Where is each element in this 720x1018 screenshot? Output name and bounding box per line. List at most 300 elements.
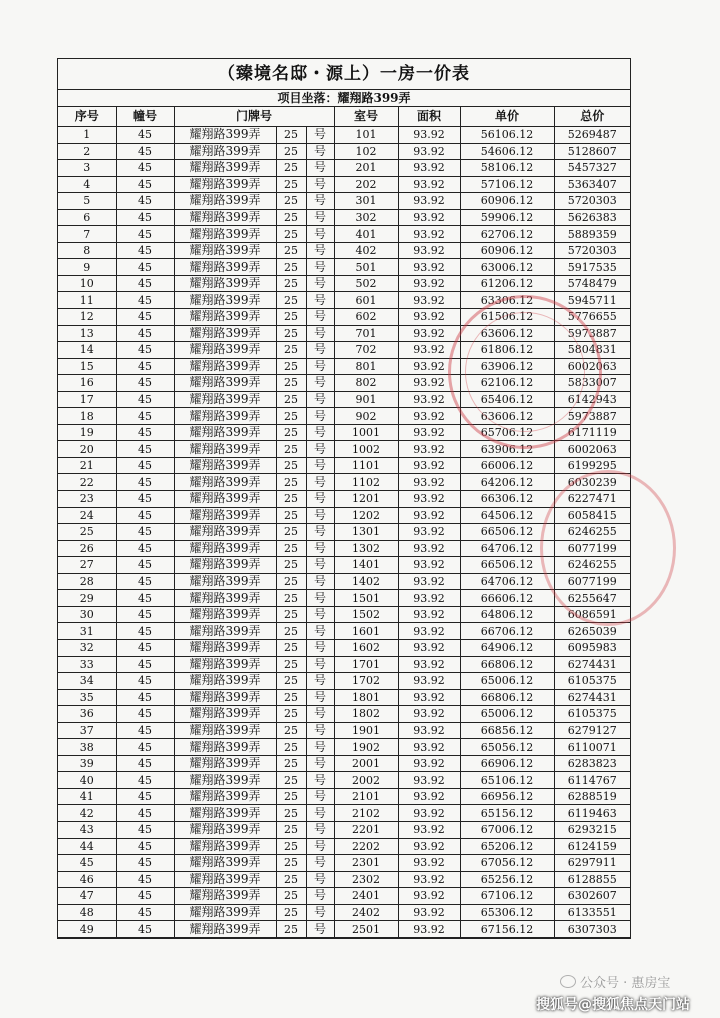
cell-door-road: 耀翔路399弄: [174, 855, 276, 872]
cell-door-suffix: 号: [306, 408, 334, 425]
cell-unit-price: 64706.12: [460, 540, 554, 557]
cell-door-suffix: 号: [306, 606, 334, 623]
cell-door-road: 耀翔路399弄: [174, 259, 276, 276]
table-row: [58, 424, 630, 441]
cell-room: 2002: [334, 772, 398, 789]
cell-door-suffix: 号: [306, 772, 334, 789]
cell-door-number: 25: [276, 772, 306, 789]
cell-seq: 26: [58, 540, 116, 557]
cell-total-price: 5945711: [554, 292, 630, 309]
cell-area: 93.92: [398, 424, 460, 441]
cell-seq: 24: [58, 507, 116, 524]
cell-door-road: 耀翔路399弄: [174, 325, 276, 342]
cell-door-number: 25: [276, 722, 306, 739]
cell-door-number: 25: [276, 606, 306, 623]
cell-unit-price: 58106.12: [460, 160, 554, 177]
wechat-icon: [560, 975, 576, 988]
cell-room: 1302: [334, 540, 398, 557]
cell-building: 45: [116, 391, 174, 408]
cell-room: 1602: [334, 639, 398, 656]
cell-unit-price: 63606.12: [460, 408, 554, 425]
cell-seq: 1: [58, 127, 116, 144]
cell-unit-price: 66806.12: [460, 656, 554, 673]
cell-room: 1402: [334, 573, 398, 590]
cell-unit-price: 66506.12: [460, 557, 554, 574]
cell-door-number: 25: [276, 855, 306, 872]
cell-door-number: 25: [276, 259, 306, 276]
cell-unit-price: 59906.12: [460, 209, 554, 226]
cell-door-road: 耀翔路399弄: [174, 904, 276, 921]
cell-area: 93.92: [398, 375, 460, 392]
table-row: [58, 441, 630, 458]
cell-door-suffix: 号: [306, 656, 334, 673]
cell-seq: 9: [58, 259, 116, 276]
table-row: [58, 457, 630, 474]
cell-unit-price: 54606.12: [460, 143, 554, 160]
cell-seq: 17: [58, 391, 116, 408]
cell-door-suffix: 号: [306, 623, 334, 640]
cell-total-price: 6114767: [554, 772, 630, 789]
cell-unit-price: 67006.12: [460, 821, 554, 838]
cell-building: 45: [116, 242, 174, 259]
cell-total-price: 6030239: [554, 474, 630, 491]
table-row: [58, 391, 630, 408]
wechat-watermark-text: 公众号 · 惠房宝: [580, 976, 671, 991]
cell-room: 701: [334, 325, 398, 342]
cell-total-price: 5720303: [554, 242, 630, 259]
cell-door-number: 25: [276, 921, 306, 938]
cell-seq: 23: [58, 491, 116, 508]
cell-door-number: 25: [276, 242, 306, 259]
cell-room: 1502: [334, 606, 398, 623]
cell-seq: 40: [58, 772, 116, 789]
cell-total-price: 6255647: [554, 590, 630, 607]
cell-total-price: 6119463: [554, 805, 630, 822]
cell-building: 45: [116, 143, 174, 160]
cell-door-number: 25: [276, 375, 306, 392]
cell-room: 301: [334, 193, 398, 210]
cell-building: 45: [116, 474, 174, 491]
cell-unit-price: 56106.12: [460, 127, 554, 144]
cell-seq: 6: [58, 209, 116, 226]
cell-door-road: 耀翔路399弄: [174, 590, 276, 607]
table-row: [58, 838, 630, 855]
cell-total-price: 6246255: [554, 524, 630, 541]
cell-door-number: 25: [276, 358, 306, 375]
cell-seq: 2: [58, 143, 116, 160]
cell-total-price: 6283823: [554, 755, 630, 772]
cell-total-price: 6095983: [554, 639, 630, 656]
cell-unit-price: 66806.12: [460, 689, 554, 706]
cell-seq: 19: [58, 424, 116, 441]
cell-seq: 44: [58, 838, 116, 855]
cell-unit-price: 57106.12: [460, 176, 554, 193]
cell-total-price: 5917535: [554, 259, 630, 276]
cell-seq: 34: [58, 673, 116, 690]
cell-door-suffix: 号: [306, 309, 334, 326]
cell-total-price: 6199295: [554, 457, 630, 474]
cell-room: 1601: [334, 623, 398, 640]
cell-door-suffix: 号: [306, 805, 334, 822]
cell-unit-price: 60906.12: [460, 242, 554, 259]
cell-room: 2401: [334, 888, 398, 905]
cell-total-price: 5626383: [554, 209, 630, 226]
cell-unit-price: 61506.12: [460, 309, 554, 326]
cell-door-number: 25: [276, 226, 306, 243]
cell-room: 1902: [334, 739, 398, 756]
cell-building: 45: [116, 639, 174, 656]
cell-building: 45: [116, 457, 174, 474]
cell-area: 93.92: [398, 838, 460, 855]
wechat-watermark: [560, 972, 670, 991]
table-row: [58, 871, 630, 888]
cell-door-number: 25: [276, 573, 306, 590]
cell-door-number: 25: [276, 904, 306, 921]
table-row: [58, 524, 630, 541]
cell-door-road: 耀翔路399弄: [174, 788, 276, 805]
cell-building: 45: [116, 441, 174, 458]
cell-door-road: 耀翔路399弄: [174, 573, 276, 590]
cell-building: 45: [116, 259, 174, 276]
cell-door-number: 25: [276, 193, 306, 210]
cell-building: 45: [116, 292, 174, 309]
cell-building: 45: [116, 838, 174, 855]
cell-door-suffix: 号: [306, 176, 334, 193]
cell-seq: 14: [58, 342, 116, 359]
table-row: [58, 342, 630, 359]
cell-room: 1702: [334, 673, 398, 690]
cell-building: 45: [116, 573, 174, 590]
cell-seq: 16: [58, 375, 116, 392]
cell-total-price: 6246255: [554, 557, 630, 574]
cell-seq: 18: [58, 408, 116, 425]
cell-unit-price: 62106.12: [460, 375, 554, 392]
cell-total-price: 6077199: [554, 540, 630, 557]
cell-door-number: 25: [276, 524, 306, 541]
cell-building: 45: [116, 855, 174, 872]
cell-area: 93.92: [398, 557, 460, 574]
cell-total-price: 5973887: [554, 325, 630, 342]
cell-door-suffix: 号: [306, 904, 334, 921]
cell-total-price: 5889359: [554, 226, 630, 243]
cell-door-number: 25: [276, 474, 306, 491]
cell-door-suffix: 号: [306, 143, 334, 160]
cell-area: 93.92: [398, 176, 460, 193]
cell-seq: 49: [58, 921, 116, 938]
table-row: [58, 855, 630, 872]
cell-building: 45: [116, 209, 174, 226]
cell-door-number: 25: [276, 590, 306, 607]
cell-total-price: 5973887: [554, 408, 630, 425]
cell-door-road: 耀翔路399弄: [174, 424, 276, 441]
cell-building: 45: [116, 706, 174, 723]
table-row: [58, 573, 630, 590]
cell-seq: 45: [58, 855, 116, 872]
cell-door-suffix: 号: [306, 457, 334, 474]
cell-door-number: 25: [276, 491, 306, 508]
cell-seq: 3: [58, 160, 116, 177]
cell-door-road: 耀翔路399弄: [174, 408, 276, 425]
cell-seq: 7: [58, 226, 116, 243]
cell-building: 45: [116, 342, 174, 359]
cell-unit-price: 65706.12: [460, 424, 554, 441]
cell-unit-price: 65006.12: [460, 673, 554, 690]
table-row: [58, 127, 630, 144]
cell-unit-price: 65306.12: [460, 904, 554, 921]
cell-seq: 37: [58, 722, 116, 739]
cell-room: 2001: [334, 755, 398, 772]
cell-door-suffix: 号: [306, 474, 334, 491]
cell-area: 93.92: [398, 292, 460, 309]
cell-unit-price: 64206.12: [460, 474, 554, 491]
cell-unit-price: 61806.12: [460, 342, 554, 359]
cell-total-price: 5748479: [554, 275, 630, 292]
cell-door-road: 耀翔路399弄: [174, 706, 276, 723]
table-row: [58, 242, 630, 259]
cell-door-number: 25: [276, 739, 306, 756]
cell-room: 2402: [334, 904, 398, 921]
cell-door-suffix: 号: [306, 358, 334, 375]
cell-unit-price: 65256.12: [460, 871, 554, 888]
cell-area: 93.92: [398, 739, 460, 756]
cell-room: 1802: [334, 706, 398, 723]
cell-door-suffix: 号: [306, 706, 334, 723]
cell-seq: 38: [58, 739, 116, 756]
cell-door-suffix: 号: [306, 821, 334, 838]
cell-room: 1001: [334, 424, 398, 441]
cell-building: 45: [116, 606, 174, 623]
table-row: [58, 176, 630, 193]
cell-unit-price: 65156.12: [460, 805, 554, 822]
cell-building: 45: [116, 226, 174, 243]
cell-door-number: 25: [276, 706, 306, 723]
cell-area: 93.92: [398, 821, 460, 838]
cell-area: 93.92: [398, 805, 460, 822]
cell-total-price: 5128607: [554, 143, 630, 160]
cell-door-suffix: 号: [306, 507, 334, 524]
cell-seq: 32: [58, 639, 116, 656]
cell-seq: 15: [58, 358, 116, 375]
cell-door-suffix: 号: [306, 639, 334, 656]
cell-total-price: 6002063: [554, 441, 630, 458]
cell-total-price: 6133551: [554, 904, 630, 921]
cell-total-price: 5363407: [554, 176, 630, 193]
cell-room: 302: [334, 209, 398, 226]
cell-door-suffix: 号: [306, 755, 334, 772]
cell-room: 802: [334, 375, 398, 392]
cell-area: 93.92: [398, 573, 460, 590]
cell-door-suffix: 号: [306, 127, 334, 144]
cell-door-road: 耀翔路399弄: [174, 358, 276, 375]
header-area: 面积: [398, 107, 460, 127]
cell-seq: 11: [58, 292, 116, 309]
cell-room: 602: [334, 309, 398, 326]
cell-building: 45: [116, 921, 174, 938]
cell-door-number: 25: [276, 805, 306, 822]
cell-building: 45: [116, 821, 174, 838]
cell-door-suffix: 号: [306, 524, 334, 541]
cell-area: 93.92: [398, 193, 460, 210]
cell-door-road: 耀翔路399弄: [174, 755, 276, 772]
cell-total-price: 6105375: [554, 673, 630, 690]
cell-door-road: 耀翔路399弄: [174, 441, 276, 458]
cell-total-price: 6297911: [554, 855, 630, 872]
cell-door-suffix: 号: [306, 292, 334, 309]
table-row: [58, 292, 630, 309]
cell-door-suffix: 号: [306, 259, 334, 276]
cell-door-road: 耀翔路399弄: [174, 309, 276, 326]
cell-area: 93.92: [398, 606, 460, 623]
cell-room: 601: [334, 292, 398, 309]
cell-area: 93.92: [398, 127, 460, 144]
cell-unit-price: 64706.12: [460, 573, 554, 590]
cell-building: 45: [116, 491, 174, 508]
cell-building: 45: [116, 805, 174, 822]
table-row: [58, 689, 630, 706]
cell-building: 45: [116, 689, 174, 706]
cell-door-road: 耀翔路399弄: [174, 391, 276, 408]
cell-door-number: 25: [276, 821, 306, 838]
cell-door-number: 25: [276, 127, 306, 144]
cell-door-suffix: 号: [306, 441, 334, 458]
cell-door-road: 耀翔路399弄: [174, 226, 276, 243]
cell-unit-price: 64906.12: [460, 639, 554, 656]
table-body: [58, 127, 630, 938]
cell-door-suffix: 号: [306, 871, 334, 888]
cell-door-road: 耀翔路399弄: [174, 491, 276, 508]
cell-door-road: 耀翔路399弄: [174, 656, 276, 673]
cell-room: 702: [334, 342, 398, 359]
cell-building: 45: [116, 176, 174, 193]
cell-room: 501: [334, 259, 398, 276]
cell-door-number: 25: [276, 656, 306, 673]
cell-unit-price: 60906.12: [460, 193, 554, 210]
cell-unit-price: 63606.12: [460, 325, 554, 342]
cell-door-suffix: 号: [306, 689, 334, 706]
cell-room: 2101: [334, 788, 398, 805]
cell-door-road: 耀翔路399弄: [174, 606, 276, 623]
cell-door-suffix: 号: [306, 722, 334, 739]
cell-area: 93.92: [398, 358, 460, 375]
table-row: [58, 706, 630, 723]
cell-unit-price: 64806.12: [460, 606, 554, 623]
cell-door-road: 耀翔路399弄: [174, 209, 276, 226]
cell-total-price: 6274431: [554, 656, 630, 673]
cell-seq: 8: [58, 242, 116, 259]
cell-door-road: 耀翔路399弄: [174, 457, 276, 474]
cell-total-price: 6274431: [554, 689, 630, 706]
cell-total-price: 5457327: [554, 160, 630, 177]
table-row: [58, 755, 630, 772]
cell-total-price: 5804831: [554, 342, 630, 359]
cell-building: 45: [116, 656, 174, 673]
cell-room: 1901: [334, 722, 398, 739]
cell-seq: 33: [58, 656, 116, 673]
cell-door-road: 耀翔路399弄: [174, 540, 276, 557]
cell-door-road: 耀翔路399弄: [174, 474, 276, 491]
cell-door-number: 25: [276, 342, 306, 359]
cell-area: 93.92: [398, 226, 460, 243]
cell-seq: 39: [58, 755, 116, 772]
cell-door-number: 25: [276, 540, 306, 557]
header-unit-price: 单价: [460, 107, 554, 127]
cell-seq: 25: [58, 524, 116, 541]
cell-door-suffix: 号: [306, 491, 334, 508]
cell-seq: 36: [58, 706, 116, 723]
cell-room: 202: [334, 176, 398, 193]
cell-room: 101: [334, 127, 398, 144]
cell-room: 2501: [334, 921, 398, 938]
price-table: [58, 107, 630, 938]
table-row: [58, 904, 630, 921]
cell-total-price: 6265039: [554, 623, 630, 640]
table-row: [58, 491, 630, 508]
cell-door-suffix: 号: [306, 391, 334, 408]
table-row: [58, 805, 630, 822]
cell-room: 902: [334, 408, 398, 425]
cell-door-suffix: 号: [306, 325, 334, 342]
cell-room: 2202: [334, 838, 398, 855]
cell-area: 93.92: [398, 871, 460, 888]
cell-door-number: 25: [276, 176, 306, 193]
cell-building: 45: [116, 623, 174, 640]
header-door: 门牌号: [174, 107, 334, 127]
cell-door-road: 耀翔路399弄: [174, 805, 276, 822]
table-row: [58, 143, 630, 160]
cell-area: 93.92: [398, 755, 460, 772]
cell-door-suffix: 号: [306, 739, 334, 756]
cell-door-number: 25: [276, 639, 306, 656]
cell-area: 93.92: [398, 242, 460, 259]
cell-door-road: 耀翔路399弄: [174, 623, 276, 640]
cell-door-road: 耀翔路399弄: [174, 275, 276, 292]
cell-unit-price: 65206.12: [460, 838, 554, 855]
cell-seq: 10: [58, 275, 116, 292]
cell-area: 93.92: [398, 540, 460, 557]
cell-door-number: 25: [276, 457, 306, 474]
cell-room: 2302: [334, 871, 398, 888]
cell-seq: 43: [58, 821, 116, 838]
cell-area: 93.92: [398, 590, 460, 607]
cell-unit-price: 65106.12: [460, 772, 554, 789]
cell-unit-price: 63906.12: [460, 358, 554, 375]
cell-door-road: 耀翔路399弄: [174, 689, 276, 706]
table-row: [58, 557, 630, 574]
table-row: [58, 606, 630, 623]
header-building: 幢号: [116, 107, 174, 127]
cell-area: 93.92: [398, 524, 460, 541]
table-row: [58, 772, 630, 789]
cell-seq: 5: [58, 193, 116, 210]
cell-area: 93.92: [398, 441, 460, 458]
cell-area: 93.92: [398, 706, 460, 723]
cell-unit-price: 63906.12: [460, 441, 554, 458]
table-row: [58, 408, 630, 425]
table-row: [58, 821, 630, 838]
cell-area: 93.92: [398, 474, 460, 491]
cell-room: 1801: [334, 689, 398, 706]
cell-building: 45: [116, 739, 174, 756]
cell-building: 45: [116, 408, 174, 425]
cell-building: 45: [116, 904, 174, 921]
cell-room: 801: [334, 358, 398, 375]
cell-room: 1301: [334, 524, 398, 541]
cell-unit-price: 67056.12: [460, 855, 554, 872]
cell-door-number: 25: [276, 507, 306, 524]
table-row: [58, 788, 630, 805]
cell-door-suffix: 号: [306, 160, 334, 177]
cell-unit-price: 67106.12: [460, 888, 554, 905]
